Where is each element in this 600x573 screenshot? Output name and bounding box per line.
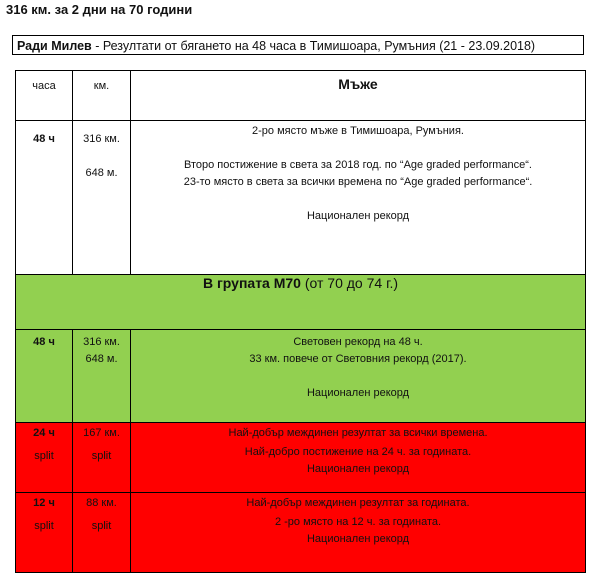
table-header-row [16,71,586,121]
time-cell [16,493,73,573]
distance-km: 316 км. [83,336,120,348]
time-cell [16,121,73,275]
header-category: Мъже [131,71,586,121]
time-value: 48 ч [33,336,55,348]
table-row [16,493,586,573]
distance-cell [73,423,131,493]
description-line: 33 км. повече от Световния рекорд (2017). [249,353,467,365]
description-line: Национален рекорд [306,463,410,475]
description-line: Най-добро постижение на 24 ч. за годината. [244,446,472,458]
time-split: split [34,450,54,462]
distance-km: 88 км. [86,497,117,509]
time-split: split [34,520,54,532]
description-line: Национален рекорд [306,210,410,222]
page-title: 316 км. за 2 дни на 70 години [6,2,193,17]
description-line: Национален рекорд [306,387,410,399]
time-cell [16,330,73,423]
time-value: 48 ч [33,133,55,145]
distance-m: 648 м. [85,353,118,365]
description-cell [131,330,586,423]
header-time: часа [16,71,73,121]
table-row [16,121,586,275]
description-cell [131,423,586,493]
group-band [16,275,586,330]
distance-split: split [91,520,112,532]
description-cell [131,121,586,275]
description-cell [131,493,586,573]
description-line: 23-то място в света за всички времена по “Age graded performance“. [183,176,533,188]
group-band-rest: (от 70 до 74 г.) [300,275,399,291]
time-value: 24 ч [33,427,55,439]
time-cell [16,423,73,493]
distance-cell [73,330,131,423]
description-line: Национален рекорд [306,533,410,545]
distance-km: 316 км. [83,133,120,145]
group-band-bold: В групата M70 [202,275,301,291]
description-line: Най-добър междинен резултат за всички времена. [228,427,488,439]
distance-cell [73,121,131,275]
subtitle-separator: - [91,39,103,53]
athlete-name: Ради Милев [17,39,92,53]
distance-split: split [91,450,112,462]
description-line: 2-ро място мъже в Тимишоара, Румъния. [252,125,464,137]
distance-m: 648 м. [85,167,118,179]
distance-km: 167 км. [83,427,120,439]
description-line: Най-добър междинен резултат за годината. [246,497,470,509]
description-line: Второ постижение в света за 2018 год. по “Age graded performance“. [183,159,532,171]
description-line: 2 -ро място на 12 ч. за годината. [274,516,442,528]
distance-cell [73,493,131,573]
subtitle-text: Резултати от бягането на 48 часа в Тимишоара, Румъния (21 - 23.09.2018) [102,39,536,53]
time-value: 12 ч [33,497,55,509]
table-row [16,330,586,423]
header-distance: км. [73,71,131,121]
table-row [16,423,586,493]
group-band-row [16,275,586,330]
description-line: Световен рекорд на 48 ч. [293,336,423,348]
results-table [15,70,586,573]
subtitle-box [12,35,584,55]
